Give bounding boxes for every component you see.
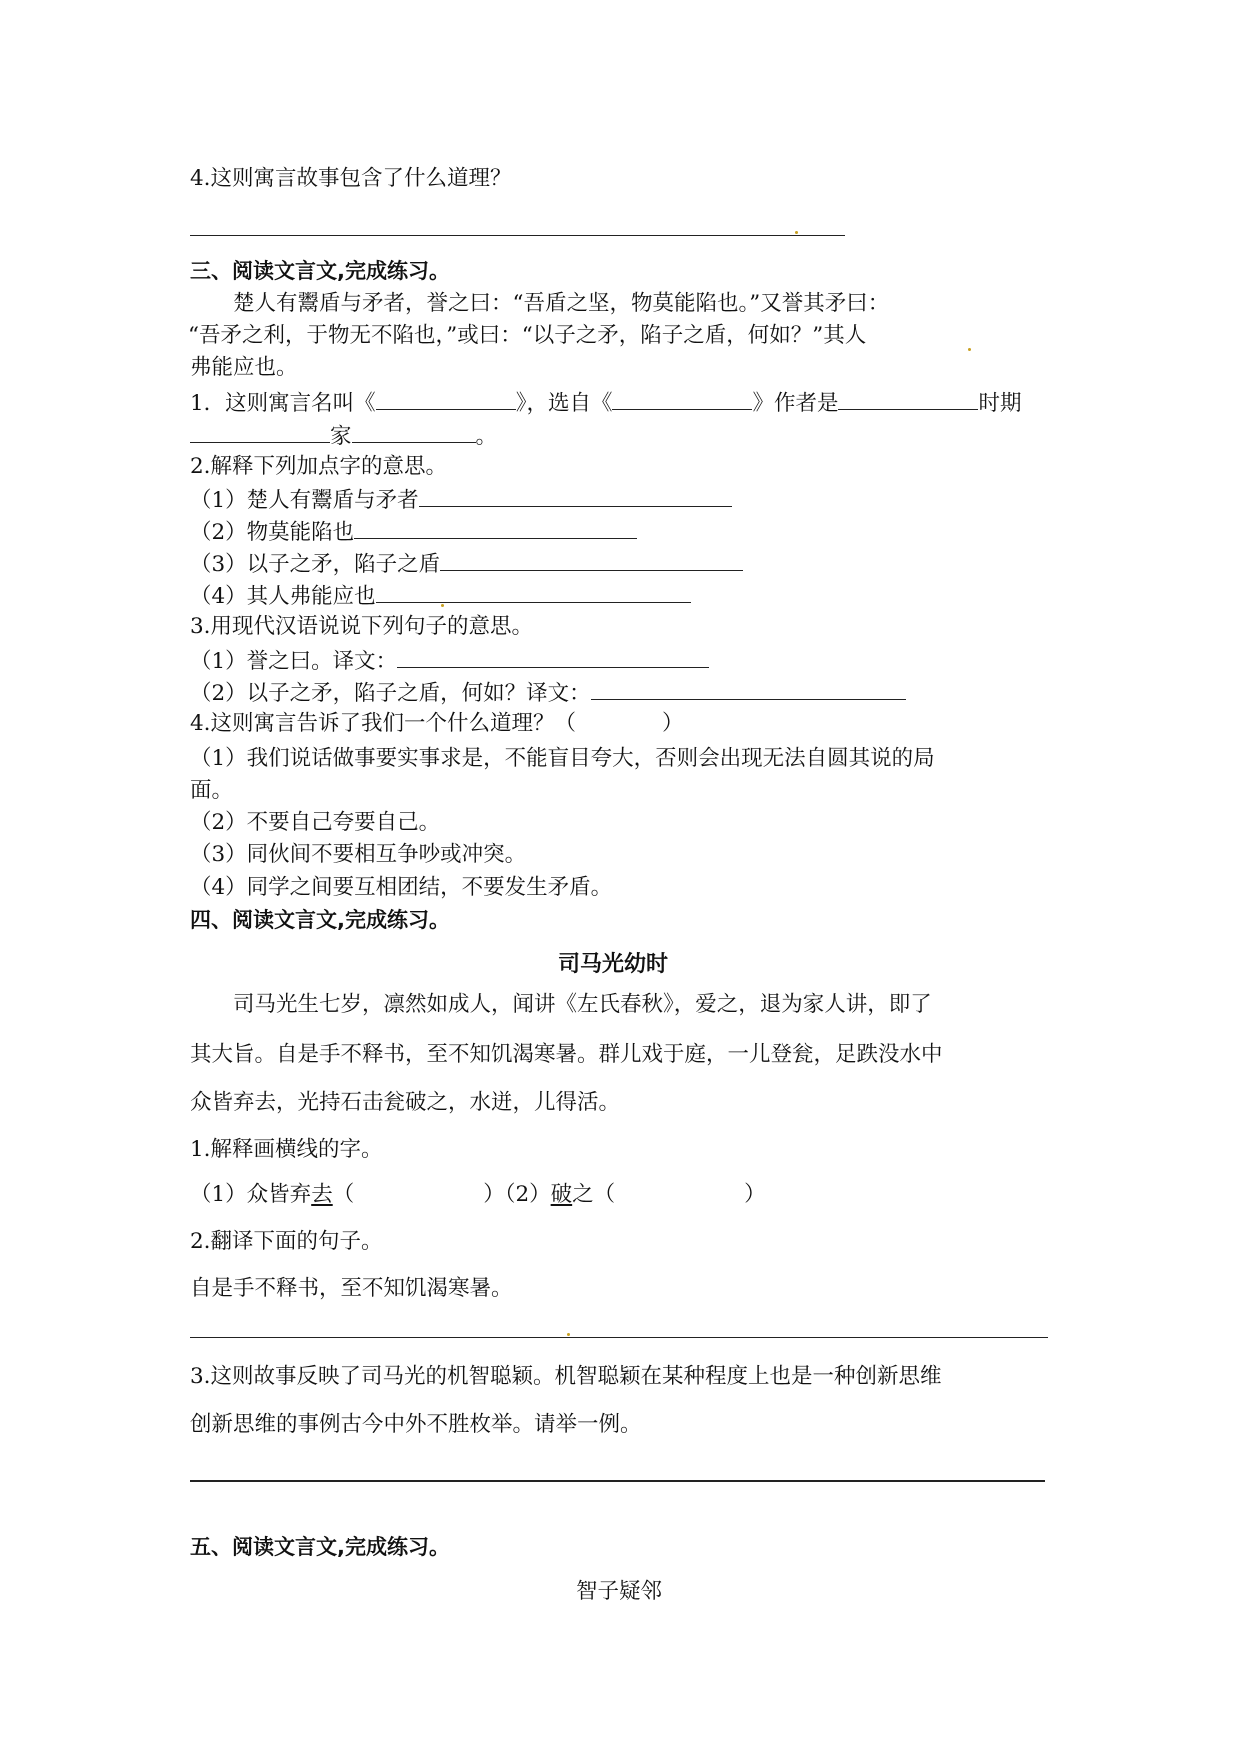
item-text: （1）楚人有鬻盾与矛者 [190, 488, 419, 513]
item-text: （1）众皆弃 [190, 1182, 312, 1207]
answer-line[interactable] [190, 1337, 1048, 1338]
s3-passage-line-2: “吾矛之利，于物无不陷也，”或曰：“以子之矛，陷子之盾，何如？”其人 [188, 323, 867, 348]
passage-title: 智子疑邻 [576, 1579, 663, 1604]
s3-q4-option-1: （1）我们说话做事要实事求是，不能盲目夸大，否则会出现无法自圆其说的局 [190, 746, 935, 771]
answer-blank[interactable] [376, 580, 691, 603]
s4-passage-line-3: 众皆弃去，光持石击瓮破之，水迸，儿得活。 [190, 1090, 621, 1115]
school-blank[interactable] [352, 420, 476, 443]
answer-line[interactable] [190, 235, 845, 236]
section-3-heading: 三、阅读文言文,完成练习。 [190, 259, 450, 283]
s4-q1-items [190, 1180, 766, 1210]
translation-blank[interactable] [591, 677, 906, 700]
s3-q4-option-2: （2）不要自己夸要自己。 [190, 810, 441, 835]
translation-blank[interactable] [397, 645, 709, 668]
s3-q2-item-4 [190, 580, 691, 612]
q1-text-a: 1．这则寓言名叫《 [190, 391, 376, 416]
s3-question-1 [190, 387, 1021, 419]
s3-question-3: 3.用现代汉语说说下列句子的意思。 [190, 614, 534, 639]
item-text: （3）以子之矛，陷子之盾 [190, 552, 441, 577]
s3-q2-item-1 [190, 484, 732, 516]
s2-question-4: 4.这则寓言故事包含了什么道理？ [190, 166, 512, 191]
marker-dot [795, 231, 798, 234]
s4-question-3-cont: 创新思维的事例古今中外不胜枚举。请举一例。 [190, 1412, 642, 1437]
s4-question-2: 2.翻译下面的句子。 [190, 1229, 383, 1254]
q1-text-e: 家 [330, 424, 352, 449]
s4-q2-sentence: 自是手不释书，至不知饥渴寒暑。 [190, 1276, 513, 1301]
fable-name-blank[interactable] [376, 387, 516, 410]
s3-question-1-cont [190, 420, 497, 452]
answer-blank[interactable] [440, 548, 743, 571]
section-5-heading: 五、阅读文言文,完成练习。 [190, 1535, 450, 1559]
marker-dot [968, 348, 971, 351]
item-text: （2）物莫能陷也 [190, 520, 355, 545]
answer-blank[interactable] [419, 484, 732, 507]
marker-dot [567, 1333, 570, 1336]
q1-text-d: 时期 [978, 391, 1022, 416]
item-text: （2）以子之矛，陷子之盾，何如？译文： [190, 681, 591, 706]
item-text: 之（ ） [572, 1182, 766, 1207]
item-text: （1）誉之曰。译文： [190, 649, 398, 674]
s3-q2-item-3 [190, 548, 743, 580]
passage-title: 司马光幼时 [558, 952, 669, 977]
q1-text-f: 。 [475, 424, 498, 449]
s3-question-2: 2.解释下列加点字的意思。 [190, 454, 448, 479]
q1-text-b: 》，选自《 [515, 391, 613, 416]
marker-dot [441, 604, 444, 607]
q1-text-c: 》作者是 [752, 391, 839, 416]
s4-passage-line-2: 其大旨。自是手不释书，至不知饥渴寒暑。群儿戏于庭，一儿登瓮，足跌没水中 [190, 1042, 943, 1067]
source-blank[interactable] [612, 387, 752, 410]
item-text: （ ）（2） [332, 1182, 551, 1207]
s3-q4-option-4: （4）同学之间要互相团结，不要发生矛盾。 [190, 875, 613, 900]
section-4-heading: 四、阅读文言文,完成练习。 [190, 908, 450, 932]
s4-question-1: 1.解释画横线的字。 [190, 1137, 383, 1162]
answer-blank[interactable] [354, 516, 637, 539]
s4-question-3: 3.这则故事反映了司马光的机智聪颖。机智聪颖在某种程度上也是一种创新思维 [190, 1364, 942, 1389]
s3-question-4: 4.这则寓言告诉了我们一个什么道理？（ ） [190, 711, 684, 736]
period-blank[interactable] [190, 420, 330, 443]
author-blank[interactable] [838, 387, 978, 410]
s3-passage-line-1: 楚人有鬻盾与矛者，誉之曰：“吾盾之坚，物莫能陷也。”又誉其矛曰： [190, 291, 890, 316]
s3-q4-option-1-cont: 面。 [190, 778, 234, 803]
underlined-char: 破 [550, 1182, 573, 1207]
s3-q2-item-2 [190, 516, 637, 548]
answer-line[interactable] [190, 1480, 1045, 1482]
s3-q4-option-3: （3）同伙间不要相互争吵或冲突。 [190, 842, 527, 867]
s4-passage-line-1: 司马光生七岁，凛然如成人，闻讲《左氏春秋》，爱之，退为家人讲，即了 [190, 992, 932, 1017]
s3-passage-line-3: 弗能应也。 [190, 355, 298, 380]
s3-q3-item-1 [190, 645, 709, 677]
item-text: （4）其人弗能应也 [190, 584, 376, 609]
underlined-char: 去 [311, 1182, 333, 1207]
s3-q3-item-2 [190, 677, 906, 709]
